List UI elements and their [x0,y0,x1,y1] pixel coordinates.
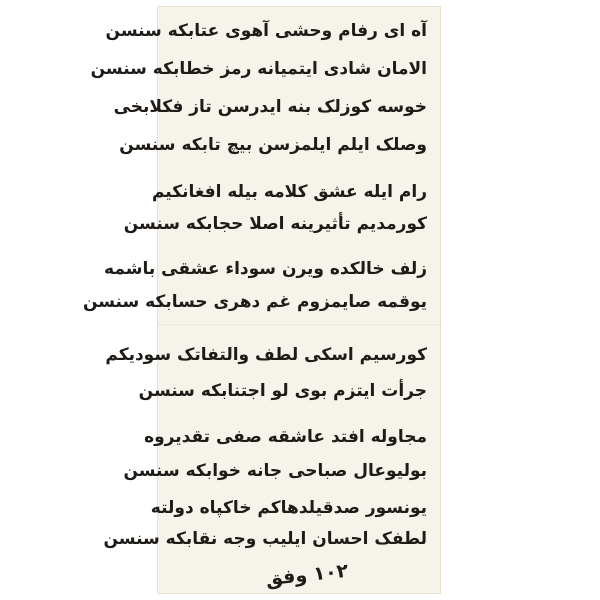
verse-line-7: زلف خالکده ویرن سوداء عشقی باشمه [104,259,427,279]
manuscript-page [82,6,441,594]
verse-line-13: یونسور صدقیلدهاکم خاکپاه دولته [150,498,427,518]
verse-line-8: یوقمه صایمزوم غم دهری حسابکه سنسن [82,292,427,312]
verse-line-12: بولیوعال صباحی جانه خوابکه سنسن [123,461,427,481]
verse-line-2: الامان شادی ایتمیانه رمز خطابکه سنسن [90,59,427,79]
verse-line-5: رام ایله عشق کلامه بیله افغانکیم [151,182,427,202]
verse-line-9: کورسیم اسکی لطف والتفاتک سودیکم [105,345,427,365]
signature-date: ۱۰۲ وفق [264,559,350,591]
verse-line-6: کورمدیم تأثیرینه اصلا حجابکه سنسن [123,214,427,234]
verse-line-1: آه ای رفام وحشی آهوی عتابکه سنسن [105,21,427,41]
verse-line-11: مجاوله افتد عاشقه صفی تقدیروه [144,427,427,447]
verse-line-10: جرأت ایتزم بوی لو اجتنابکه سنسن [138,381,427,401]
verse-line-4: وصلک ایلم ایلمزسن بیچ تابکه سنسن [119,135,427,155]
verse-line-3: خوسه کوزلک بنه ایدرسن تاز فکلابخی [113,97,427,117]
verse-line-14: لطفک احسان ایلیب وجه نقابکه سنسن [103,529,427,549]
